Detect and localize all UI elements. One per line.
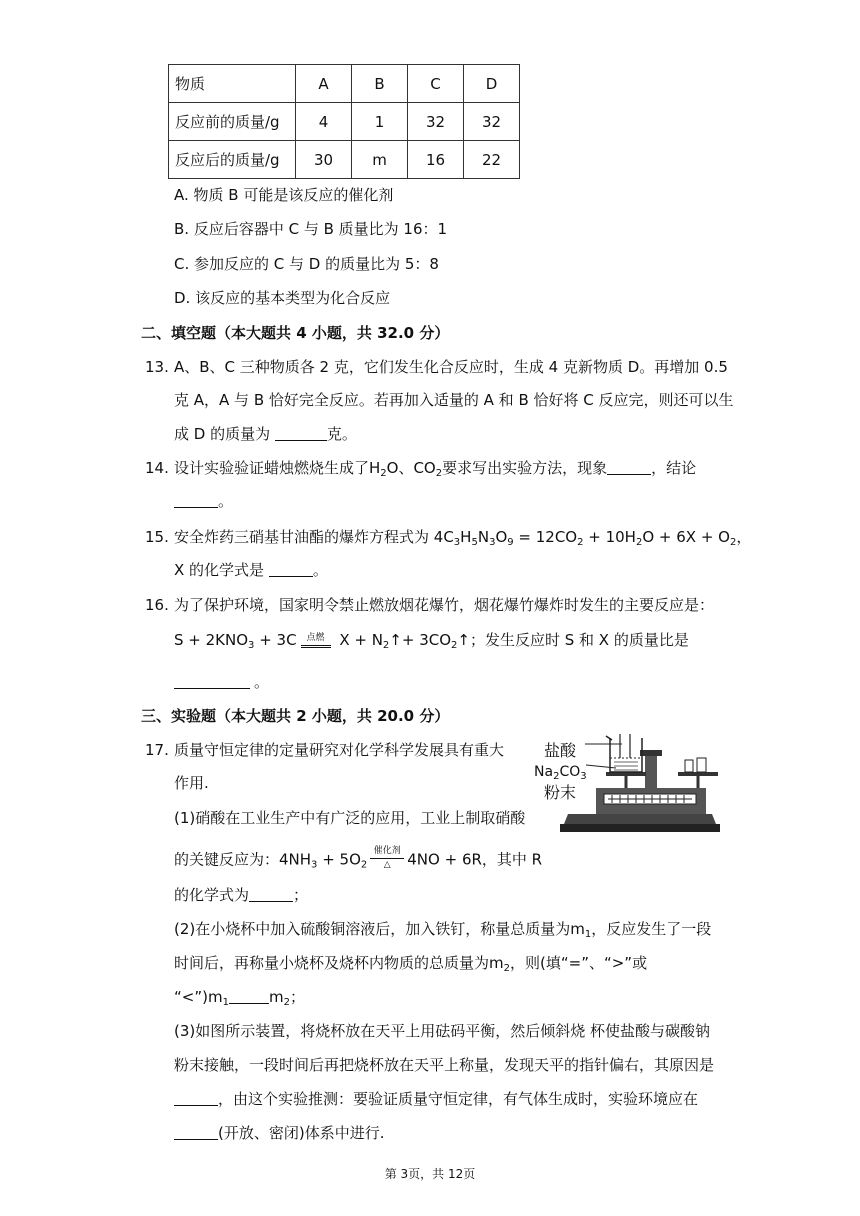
answer-blank[interactable]: [174, 1091, 218, 1106]
q17-line2: 作用.: [174, 774, 209, 792]
text: ，由这个实验推测：要验证质量守恒定律，有气体生成时，实验环境应在: [218, 1090, 699, 1108]
table-cell: m: [352, 141, 408, 179]
arrow-line: [370, 858, 404, 859]
answer-blank[interactable]: [174, 1125, 218, 1140]
subscript: 2: [435, 468, 443, 479]
table-row: [169, 141, 520, 179]
table-cell: 30: [296, 141, 352, 179]
text: 。: [218, 492, 234, 510]
text: (2)在小烧杯中加入硫酸铜溶液后，加入铁钉，称量总质量为m: [174, 920, 585, 938]
condition-text: 点燃: [306, 632, 325, 643]
text: m: [268, 988, 284, 1006]
q17-line1: 质量守恒定律的定量研究对化学科学发展具有重大: [174, 741, 505, 759]
q13-line3: [174, 424, 357, 444]
condition-text: △: [383, 860, 391, 870]
subscript: 2: [283, 997, 290, 1008]
subscript: 3: [580, 771, 587, 782]
subscript: 2: [380, 468, 387, 479]
hydrochloric-acid-label: 盐酸: [544, 741, 577, 760]
text: ，则(填“=”、“>”或: [510, 954, 648, 972]
answer-blank[interactable]: [275, 426, 327, 441]
text: ↑；发生反应时 S 和 X 的质量比是: [457, 631, 689, 649]
text: 4NO + 6R，其中 R: [407, 850, 543, 869]
section-title-fill: 二、填空题（本大题共 4 小题，共 32.0 分）: [141, 324, 450, 342]
table-header-row: [169, 65, 520, 103]
text: + 10H: [583, 528, 636, 546]
table-cell: 32: [464, 103, 520, 141]
subscript: 2: [553, 771, 560, 782]
table-cell: 1: [352, 103, 408, 141]
text: 设计实验验证蜡烛燃烧生成了H: [174, 459, 381, 477]
text: Na: [534, 764, 554, 780]
section-title-experiment: 三、实验题（本大题共 2 小题，共 20.0 分）: [141, 707, 450, 725]
q17-line6: [174, 919, 711, 939]
text: X + N: [334, 631, 383, 649]
subscript: 9: [507, 537, 514, 548]
text: 的化学式为: [174, 886, 250, 904]
table-row: [169, 103, 520, 141]
table-header-cell: 物质: [169, 65, 296, 103]
table-cell: 16: [408, 141, 464, 179]
table-cell: 反应前的质量/g: [169, 103, 296, 141]
text: ，: [736, 528, 752, 546]
text: 的关键反应为：4NH: [174, 850, 312, 869]
reaction-condition: [301, 633, 331, 649]
table-cell: 32: [408, 103, 464, 141]
option-c: C. 参加反应的 C 与 D 的质量比为 5：8: [174, 255, 439, 273]
answer-blank[interactable]: [269, 562, 313, 577]
answer-blank[interactable]: [174, 493, 218, 508]
reaction-condition: [370, 846, 404, 870]
text: O、CO: [386, 459, 436, 477]
answer-blank[interactable]: [229, 989, 269, 1004]
text: H: [460, 528, 472, 546]
subscript: 2: [635, 537, 643, 548]
q17-line5: [174, 885, 308, 905]
table-header-cell: C: [408, 65, 464, 103]
table-header-cell: A: [296, 65, 352, 103]
text: S + 2KNO: [174, 631, 249, 649]
q14-line1: [174, 458, 696, 478]
balance-figure: [530, 728, 720, 836]
subscript: 3: [311, 859, 318, 871]
q17-line12: [174, 1123, 384, 1143]
subscript: 2: [730, 537, 737, 548]
subscript: 2: [577, 537, 584, 548]
answer-blank[interactable]: [174, 674, 250, 689]
text: O: [495, 528, 508, 546]
subscript: 1: [584, 929, 592, 940]
text: 时间后，再称量小烧杯及烧杯内物质的总质量为m: [174, 954, 504, 972]
equals-line: [301, 647, 331, 648]
subscript: 2: [360, 859, 368, 871]
question-number: 14.: [145, 459, 169, 477]
q17-line11: [174, 1089, 698, 1109]
text: N: [477, 528, 490, 546]
text: 。: [254, 673, 270, 691]
text: O + 6X + O: [642, 528, 730, 546]
text: 安全炸药三硝基甘油酯的爆炸方程式为 4C: [174, 528, 454, 546]
q15-line1: [174, 527, 751, 547]
mass-table: [168, 64, 520, 179]
sodium-carbonate-label: [534, 763, 587, 781]
q17-line9: (3)如图所示装置，将烧杯放在天平上用砝码平衡，然后倾斜烧 杯使盐酸与碳酸钠: [174, 1022, 711, 1040]
text: 成 D 的质量为: [174, 425, 275, 443]
text: ；: [289, 988, 305, 1006]
answer-blank[interactable]: [249, 887, 293, 902]
text: (开放、密闭)体系中进行.: [218, 1124, 385, 1142]
q16-line3: [174, 672, 269, 692]
question-number: 13.: [145, 358, 169, 376]
text: X 的化学式是: [174, 561, 269, 579]
q17-line7: [174, 953, 647, 973]
equals-line: [301, 645, 331, 646]
table-cell: 4: [296, 103, 352, 141]
page-footer: 第 3页，共 12页: [384, 1167, 476, 1181]
q15-line2: [174, 560, 328, 580]
question-number: 17.: [145, 741, 169, 759]
text: + 5O: [317, 850, 361, 869]
text: CO: [559, 764, 581, 780]
subscript: 5: [471, 537, 478, 548]
text: = 12CO: [513, 528, 578, 546]
subscript: 2: [451, 640, 458, 651]
table-header-cell: B: [352, 65, 408, 103]
table-cell: 22: [464, 141, 520, 179]
q16-line1: 为了保护环境，国家明令禁止燃放烟花爆竹，烟花爆竹爆炸时发生的主要反应是：: [174, 596, 715, 614]
text: 要求写出实验方法，现象: [442, 459, 608, 477]
answer-blank[interactable]: [607, 460, 651, 475]
text: ↑+ 3CO: [389, 631, 452, 649]
text: ；: [293, 886, 309, 904]
text: + 3C: [254, 631, 297, 649]
subscript: 3: [489, 537, 496, 548]
text: 。: [312, 561, 328, 579]
text: ，结论: [651, 459, 697, 477]
condition-text: 催化剂: [373, 846, 401, 856]
q13-line2: 克 A，A 与 B 恰好完全反应。若再加入适量的 A 和 B 恰好将 C 反应完，则还可以生: [174, 391, 734, 409]
option-d: D. 该反应的基本类型为化合反应: [174, 289, 391, 307]
question-number: 16.: [145, 596, 169, 614]
subscript: 3: [453, 537, 461, 548]
q14-line2: [174, 491, 233, 511]
subscript: 2: [503, 963, 510, 974]
powder-label: 粉末: [544, 783, 577, 802]
subscript: 2: [382, 640, 390, 651]
table-cell: 反应后的质量/g: [169, 141, 296, 179]
option-b: B. 反应后容器中 C 与 B 质量比为 16：1: [174, 220, 448, 238]
q17-line10: 粉末接触，一段时间后再把烧杯放在天平上称量，发现天平的指针偏右，其原因是: [174, 1056, 715, 1074]
text: ，反应发生了一段: [591, 920, 712, 938]
q17-line4: [174, 848, 542, 872]
q17-line8: [174, 987, 305, 1007]
subscript: 1: [222, 997, 229, 1008]
q16-line2: [174, 630, 689, 650]
text: “<”)m: [174, 988, 223, 1006]
table-header-cell: D: [464, 65, 520, 103]
option-a: A. 物质 B 可能是该反应的催化剂: [174, 186, 394, 204]
question-number: 15.: [145, 528, 169, 546]
q17-line3: (1)硝酸在工业生产中有广泛的应用，工业上制取硝酸: [174, 809, 526, 827]
text: 克。: [326, 425, 357, 443]
subscript: 3: [248, 640, 255, 651]
q13-line1: A、B、C 三种物质各 2 克，它们发生化合反应时，生成 4 克新物质 D。再增加 0.5: [174, 358, 728, 376]
